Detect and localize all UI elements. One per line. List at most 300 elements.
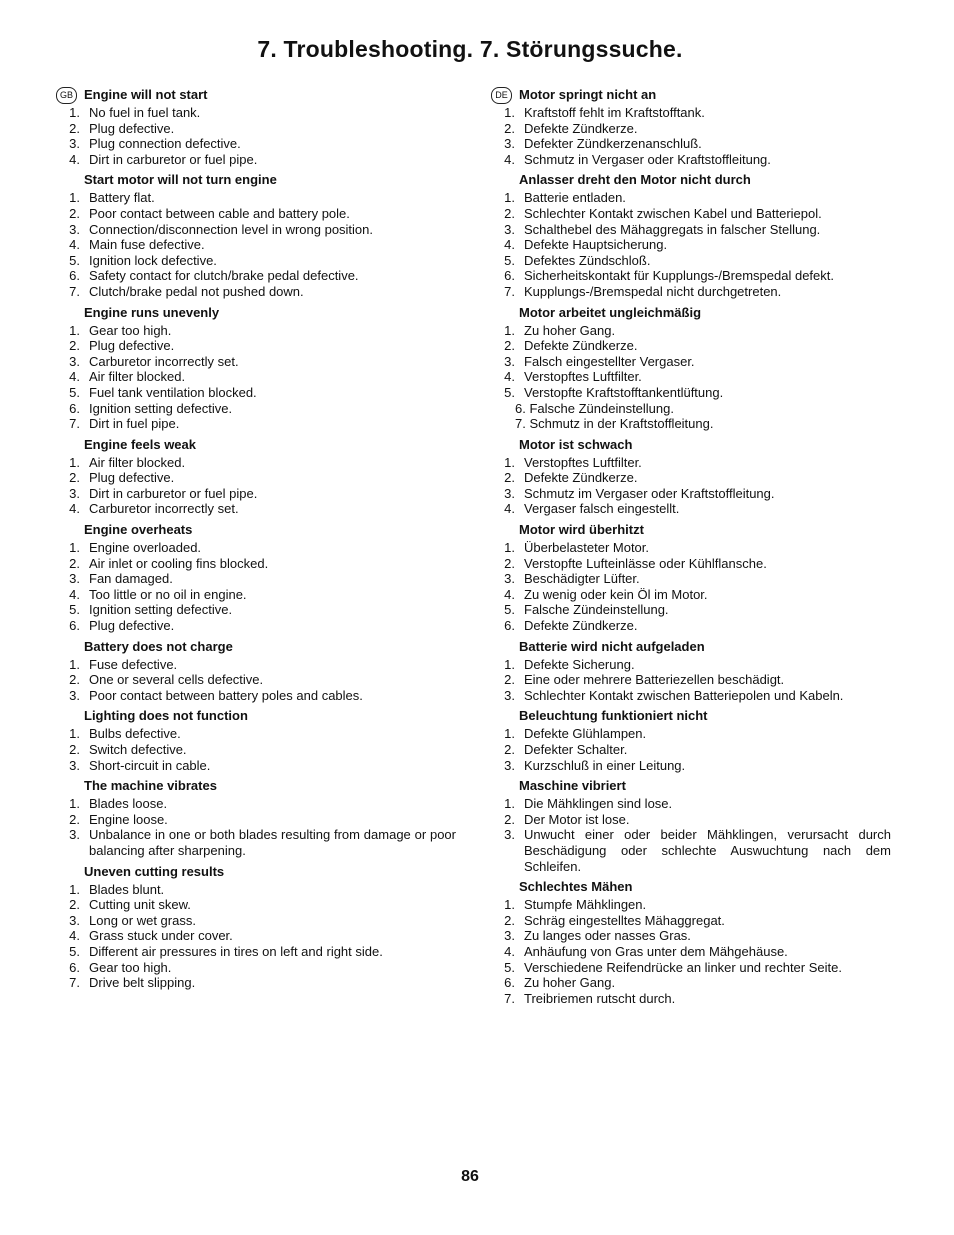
item-text: Too little or no oil in engine. — [89, 586, 247, 602]
item-text: Defekter Schalter. — [524, 742, 628, 757]
item-number: 2. — [69, 205, 80, 221]
item-number: 6. — [504, 618, 515, 634]
item-number: 6. — [69, 268, 80, 284]
list-item — [491, 455, 891, 471]
item-number: 5. — [504, 959, 515, 975]
item-text: Schmutz in Vergaser oder Kraftstoffleitung. — [524, 151, 771, 167]
item-text: Air inlet or cooling fins blocked. — [89, 555, 269, 571]
item-text: Die Mähklingen sind lose. — [524, 796, 673, 812]
item-number: 4. — [504, 369, 515, 385]
item-number: 3. — [69, 571, 80, 587]
item-number: 5. — [504, 252, 515, 268]
list-item — [56, 401, 456, 417]
item-text: Eine oder mehrere Batteriezellen beschädigt. — [524, 672, 785, 688]
item-text: Dirt in carburetor or fuel pipe. — [89, 151, 258, 167]
item-number: 3. — [69, 136, 80, 152]
list-item — [491, 401, 891, 417]
list-item — [491, 486, 891, 502]
item-number: 4. — [504, 586, 515, 602]
item-number: 6. — [504, 975, 515, 991]
item-number: 4. — [69, 151, 80, 167]
item-number: 5. — [69, 602, 80, 618]
item-number: 3. — [504, 687, 515, 703]
list-item — [491, 416, 891, 432]
item-text: Falsch eingestellter Vergaser. — [524, 353, 695, 369]
list-item — [491, 338, 891, 354]
item-number: 1. — [504, 897, 515, 913]
item-number: 2. — [69, 120, 80, 136]
item-text: Zu wenig oder kein Öl im Motor. — [524, 586, 708, 602]
column-de — [491, 87, 891, 1011]
item-number: 3. — [69, 687, 80, 703]
list-item — [56, 758, 456, 774]
list-item — [56, 827, 456, 858]
list-item — [491, 190, 891, 206]
item-number: 1. — [69, 726, 80, 742]
section-heading: The machine vibrates — [84, 778, 217, 794]
section-heading: Engine overheats — [84, 522, 193, 538]
item-number: 3. — [504, 353, 515, 369]
item-number: 7. — [69, 283, 80, 299]
list-item — [491, 975, 891, 991]
list-item — [491, 237, 891, 253]
section-heading: Engine runs unevenly — [84, 304, 220, 320]
list-item — [491, 587, 891, 603]
item-text: Verstopftes Luftfilter. — [524, 369, 642, 385]
item-text: Gear too high. — [89, 959, 172, 975]
list-item — [56, 812, 456, 828]
list-item — [56, 455, 456, 471]
item-text: Gear too high. — [89, 322, 172, 338]
item-text: Short-circuit in cable. — [89, 757, 211, 773]
item-text: Kraftstoff fehlt im Kraftstofftank. — [524, 105, 705, 120]
item-text: Batterie entladen. — [524, 190, 626, 206]
item-number: 4. — [504, 151, 515, 167]
list-item — [56, 688, 456, 704]
item-number: 1. — [69, 454, 80, 470]
item-text: Unwucht einer oder beider Mähklingen, verursacht durch Beschädigung oder schlechte Auswuchtung nach dem Schleifen. — [524, 827, 891, 874]
item-text: Carburetor incorrectly set. — [89, 353, 239, 369]
item-number: 2. — [69, 470, 80, 486]
item-number: 1. — [69, 540, 80, 556]
list-item — [56, 602, 456, 618]
list-item — [56, 354, 456, 370]
item-number: 4. — [69, 928, 80, 944]
item-number: 1. — [69, 105, 80, 120]
list-item — [56, 960, 456, 976]
troubleshooting-section — [56, 437, 456, 517]
list-item — [491, 284, 891, 300]
list-item — [56, 470, 456, 486]
item-number: 3. — [504, 757, 515, 773]
item-text: Safety contact for clutch/brake pedal defective. — [89, 268, 359, 284]
item-number: 1. — [69, 190, 80, 206]
item-text: Grass stuck under cover. — [89, 928, 233, 944]
language-badge-gb: GB — [56, 87, 77, 104]
item-text: Blades blunt. — [89, 881, 165, 897]
item-text: Dirt in carburetor or fuel pipe. — [89, 485, 258, 501]
item-number: 7. — [504, 283, 515, 299]
item-number: 4. — [69, 586, 80, 602]
item-text: Defekte Glühlampen. — [524, 726, 647, 742]
item-number: 3. — [69, 221, 80, 237]
item-text: Bulbs defective. — [89, 726, 181, 742]
item-text: Defekte Sicherung. — [524, 656, 635, 672]
item-number: 1. — [69, 322, 80, 338]
item-text: Defekte Zündkerze. — [524, 338, 638, 354]
list-item — [491, 796, 891, 812]
list-item — [491, 253, 891, 269]
item-text: Defekte Zündkerze. — [524, 618, 638, 634]
item-number: 1. — [504, 726, 515, 742]
item-text: Ignition setting defective. — [89, 602, 233, 618]
item-number: 1. — [504, 796, 515, 812]
list-item — [491, 758, 891, 774]
item-text: Überbelasteter Motor. — [524, 540, 650, 556]
list-item — [491, 812, 891, 828]
section-heading: Engine will not start — [84, 87, 208, 102]
troubleshooting-section — [491, 172, 891, 299]
item-text: Anhäufung von Gras unter dem Mähgehäuse. — [524, 943, 788, 959]
list-item — [56, 136, 456, 152]
item-text: Schmutz im Vergaser oder Kraftstoffleitung. — [524, 485, 775, 501]
page-title: 7. Troubleshooting. 7. Störungssuche. — [257, 36, 683, 62]
item-number: 6. — [69, 959, 80, 975]
list-item — [56, 105, 456, 121]
troubleshooting-section — [56, 864, 456, 991]
item-text: Verstopftes Luftfilter. — [524, 454, 642, 470]
section-heading: Start motor will not turn engine — [84, 172, 277, 188]
item-text: Fuse defective. — [89, 656, 178, 672]
troubleshooting-section — [491, 305, 891, 432]
list-item — [56, 944, 456, 960]
item-text: Der Motor ist lose. — [524, 811, 630, 827]
list-item — [491, 152, 891, 168]
item-text: Defektes Zündschloß. — [524, 252, 651, 268]
section-heading: Batterie wird nicht aufgeladen — [519, 638, 705, 654]
item-text: Unbalance in one or both blades resulting from damage or poor balancing after sharpening. — [89, 827, 456, 858]
item-number: 1. — [69, 881, 80, 897]
item-number: 2. — [504, 120, 515, 136]
troubleshooting-section — [491, 87, 891, 167]
item-number: 1. — [504, 656, 515, 672]
item-text: Treibriemen rutscht durch. — [524, 990, 676, 1006]
list-item — [491, 121, 891, 137]
item-number: 4. — [69, 369, 80, 385]
list-item — [56, 501, 456, 517]
item-text: Stumpfe Mähklingen. — [524, 897, 647, 913]
list-item — [56, 975, 456, 991]
item-text: Plug defective. — [89, 338, 175, 354]
item-number: 2. — [504, 338, 515, 354]
list-item — [491, 501, 891, 517]
item-text: Fan damaged. — [89, 571, 173, 587]
item-number: 2. — [504, 672, 515, 688]
item-number: 5. — [504, 602, 515, 618]
section-heading: Maschine vibriert — [519, 778, 626, 794]
item-text: Vergaser falsch eingestellt. — [524, 501, 680, 517]
item-text: Schräg eingestelltes Mähaggregat. — [524, 912, 725, 928]
list-item — [491, 897, 891, 913]
list-item — [491, 827, 891, 874]
list-item — [56, 672, 456, 688]
troubleshooting-section — [56, 172, 456, 299]
item-text: Defekte Zündkerze. — [524, 470, 638, 486]
item-text: Carburetor incorrectly set. — [89, 501, 239, 517]
list-item — [56, 222, 456, 238]
item-text: Kurzschluß in einer Leitung. — [524, 757, 686, 773]
item-text: Fuel tank ventilation blocked. — [89, 384, 257, 400]
language-badge-de: DE — [491, 87, 512, 104]
list-item — [491, 913, 891, 929]
item-number: 4. — [504, 237, 515, 253]
list-item — [56, 416, 456, 432]
section-heading: Uneven cutting results — [84, 863, 225, 879]
troubleshooting-section — [56, 639, 456, 704]
list-item — [56, 540, 456, 556]
item-text: Long or wet grass. — [89, 912, 196, 928]
list-item — [56, 882, 456, 898]
troubleshooting-section — [491, 522, 891, 634]
item-number: 5. — [69, 384, 80, 400]
item-number: 3. — [504, 221, 515, 237]
item-number: 6. — [69, 400, 80, 416]
item-text: Zu hoher Gang. — [524, 322, 616, 338]
item-text: Blades loose. — [89, 796, 168, 812]
troubleshooting-section — [56, 778, 456, 858]
item-number: 3. — [69, 757, 80, 773]
list-item — [491, 105, 891, 121]
page-number: 86 — [461, 1168, 479, 1185]
item-text: Cutting unit skew. — [89, 897, 191, 913]
item-number: 2. — [504, 742, 515, 757]
section-heading: Schlechtes Mähen — [519, 879, 633, 895]
list-item — [491, 657, 891, 673]
list-item — [56, 385, 456, 401]
list-item — [491, 726, 891, 742]
list-item — [56, 897, 456, 913]
troubleshooting-section — [56, 522, 456, 634]
item-text: Schlechter Kontakt zwischen Kabel und Batteriepol. — [524, 205, 822, 221]
item-number: 6. — [504, 268, 515, 284]
item-text: Poor contact between battery poles and cables. — [89, 687, 363, 703]
item-text: Air filter blocked. — [89, 369, 186, 385]
item-number: 3. — [69, 353, 80, 369]
item-text: Ignition lock defective. — [89, 252, 217, 268]
item-text: Plug defective. — [89, 120, 175, 136]
item-number: 4. — [504, 943, 515, 959]
list-item — [56, 121, 456, 137]
list-item — [491, 688, 891, 704]
section-heading: Motor ist schwach — [519, 436, 633, 452]
list-item — [56, 268, 456, 284]
section-heading: Beleuchtung funktioniert nicht — [519, 708, 708, 724]
item-number: 5. — [69, 252, 80, 268]
item-number: 3. — [504, 827, 515, 843]
item-number: 5. — [504, 384, 515, 400]
item-text: Verschiedene Reifendrücke an linker und rechter Seite. — [524, 959, 842, 975]
item-number: 6. — [69, 618, 80, 634]
item-number: 1. — [504, 454, 515, 470]
item-number: 3. — [504, 136, 515, 152]
list-item — [56, 556, 456, 572]
list-item — [56, 206, 456, 222]
item-text: Battery flat. — [89, 190, 155, 206]
list-item — [56, 928, 456, 944]
list-item — [56, 571, 456, 587]
item-text: One or several cells defective. — [89, 672, 264, 688]
list-item — [491, 944, 891, 960]
list-item — [56, 253, 456, 269]
list-item — [56, 369, 456, 385]
list-item — [491, 323, 891, 339]
item-text: Schlechter Kontakt zwischen Batteriepolen und Kabeln. — [524, 687, 844, 703]
list-item — [56, 913, 456, 929]
list-item — [491, 991, 891, 1007]
item-text: No fuel in fuel tank. — [89, 105, 201, 120]
troubleshooting-section — [491, 708, 891, 773]
item-number: 2. — [504, 205, 515, 221]
list-item — [491, 602, 891, 618]
item-number: 4. — [69, 501, 80, 517]
item-text: Engine loose. — [89, 811, 168, 827]
section-heading: Motor springt nicht an — [519, 87, 657, 102]
list-item — [56, 152, 456, 168]
item-text: Defekte Hauptsicherung. — [524, 237, 668, 253]
section-heading: Lighting does not function — [84, 708, 248, 724]
list-item — [491, 618, 891, 634]
item-number: 2. — [69, 811, 80, 827]
section-heading: Engine feels weak — [84, 436, 196, 452]
item-text: 7. Schmutz in der Kraftstoffleitung. — [515, 416, 714, 432]
troubleshooting-section — [491, 778, 891, 874]
item-number: 2. — [504, 555, 515, 571]
list-item — [491, 136, 891, 152]
list-item — [491, 928, 891, 944]
item-text: Engine overloaded. — [89, 540, 202, 556]
item-number: 2. — [504, 912, 515, 928]
list-item — [56, 284, 456, 300]
item-number: 2. — [69, 338, 80, 354]
item-text: Switch defective. — [89, 742, 187, 757]
column-gb — [56, 87, 456, 996]
list-item — [491, 385, 891, 401]
item-number: 3. — [69, 485, 80, 501]
list-item — [491, 222, 891, 238]
item-number: 1. — [504, 190, 515, 206]
item-text: Clutch/brake pedal not pushed down. — [89, 283, 304, 299]
item-text: Sicherheitskontakt für Kupplungs-/Bremspedal defekt. — [524, 268, 835, 284]
item-text: Beschädigter Lüfter. — [524, 571, 640, 587]
item-number: 7. — [504, 990, 515, 1006]
item-text: Poor contact between cable and battery pole. — [89, 205, 350, 221]
list-item — [56, 796, 456, 812]
list-item — [491, 960, 891, 976]
list-item — [491, 354, 891, 370]
item-number: 2. — [504, 470, 515, 486]
item-text: Different air pressures in tires on left and right side. — [89, 943, 383, 959]
list-item — [56, 486, 456, 502]
item-number: 3. — [69, 912, 80, 928]
item-number: 2. — [69, 555, 80, 571]
section-heading: Motor wird überhitzt — [519, 522, 644, 538]
list-item — [491, 206, 891, 222]
item-number: 2. — [69, 672, 80, 688]
item-number: 1. — [504, 540, 515, 556]
item-text: Zu langes oder nasses Gras. — [524, 928, 691, 944]
section-heading: Anlasser dreht den Motor nicht durch — [519, 172, 751, 188]
list-item — [56, 323, 456, 339]
item-text: Plug connection defective. — [89, 136, 241, 152]
troubleshooting-section — [491, 437, 891, 517]
item-text: Verstopfte Lufteinlässe oder Kühlflansche. — [524, 555, 767, 571]
item-text: 6. Falsche Zündeinstellung. — [515, 400, 674, 416]
item-number: 1. — [504, 105, 515, 120]
troubleshooting-section — [56, 87, 456, 167]
list-item — [56, 657, 456, 673]
item-text: Defekter Zündkerzenanschluß. — [524, 136, 702, 152]
section-heading: Battery does not charge — [84, 638, 233, 654]
item-text: Drive belt slipping. — [89, 975, 196, 991]
item-number: 1. — [504, 322, 515, 338]
item-number: 4. — [504, 501, 515, 517]
list-item — [56, 618, 456, 634]
item-text: Connection/disconnection level in wrong position. — [89, 221, 374, 237]
item-number: 3. — [504, 928, 515, 944]
troubleshooting-section — [56, 305, 456, 432]
item-text: Verstopfte Kraftstofftankentlüftung. — [524, 384, 724, 400]
item-number: 7. — [69, 416, 80, 432]
item-text: Kupplungs-/Bremspedal nicht durchgetreten. — [524, 283, 782, 299]
item-text: Falsche Zündeinstellung. — [524, 602, 669, 618]
item-text: Zu hoher Gang. — [524, 975, 616, 991]
list-item — [56, 338, 456, 354]
list-item — [491, 268, 891, 284]
item-number — [491, 401, 515, 417]
item-text: Dirt in fuel pipe. — [89, 416, 180, 432]
troubleshooting-section — [56, 708, 456, 773]
item-number — [491, 416, 515, 432]
item-number: 3. — [69, 827, 80, 843]
list-item — [56, 726, 456, 742]
item-number: 2. — [504, 811, 515, 827]
list-item — [56, 190, 456, 206]
item-number: 2. — [69, 742, 80, 757]
item-text: Plug defective. — [89, 470, 175, 486]
list-item — [491, 556, 891, 572]
list-item — [56, 742, 456, 758]
item-number: 1. — [69, 656, 80, 672]
item-text: Schalthebel des Mähaggregats in falscher Stellung. — [524, 221, 821, 237]
item-number: 3. — [504, 571, 515, 587]
list-item — [491, 369, 891, 385]
troubleshooting-section — [491, 639, 891, 704]
item-text: Main fuse defective. — [89, 237, 205, 253]
item-text: Plug defective. — [89, 618, 175, 634]
item-number: 5. — [69, 943, 80, 959]
item-number: 4. — [69, 237, 80, 253]
list-item — [491, 571, 891, 587]
item-text: Defekte Zündkerze. — [524, 120, 638, 136]
list-item — [491, 742, 891, 758]
item-text: Air filter blocked. — [89, 454, 186, 470]
troubleshooting-section — [491, 879, 891, 1006]
item-number: 3. — [504, 485, 515, 501]
list-item — [56, 587, 456, 603]
list-item — [56, 237, 456, 253]
item-text: Ignition setting defective. — [89, 400, 233, 416]
section-heading: Motor arbeitet ungleichmäßig — [519, 304, 702, 320]
